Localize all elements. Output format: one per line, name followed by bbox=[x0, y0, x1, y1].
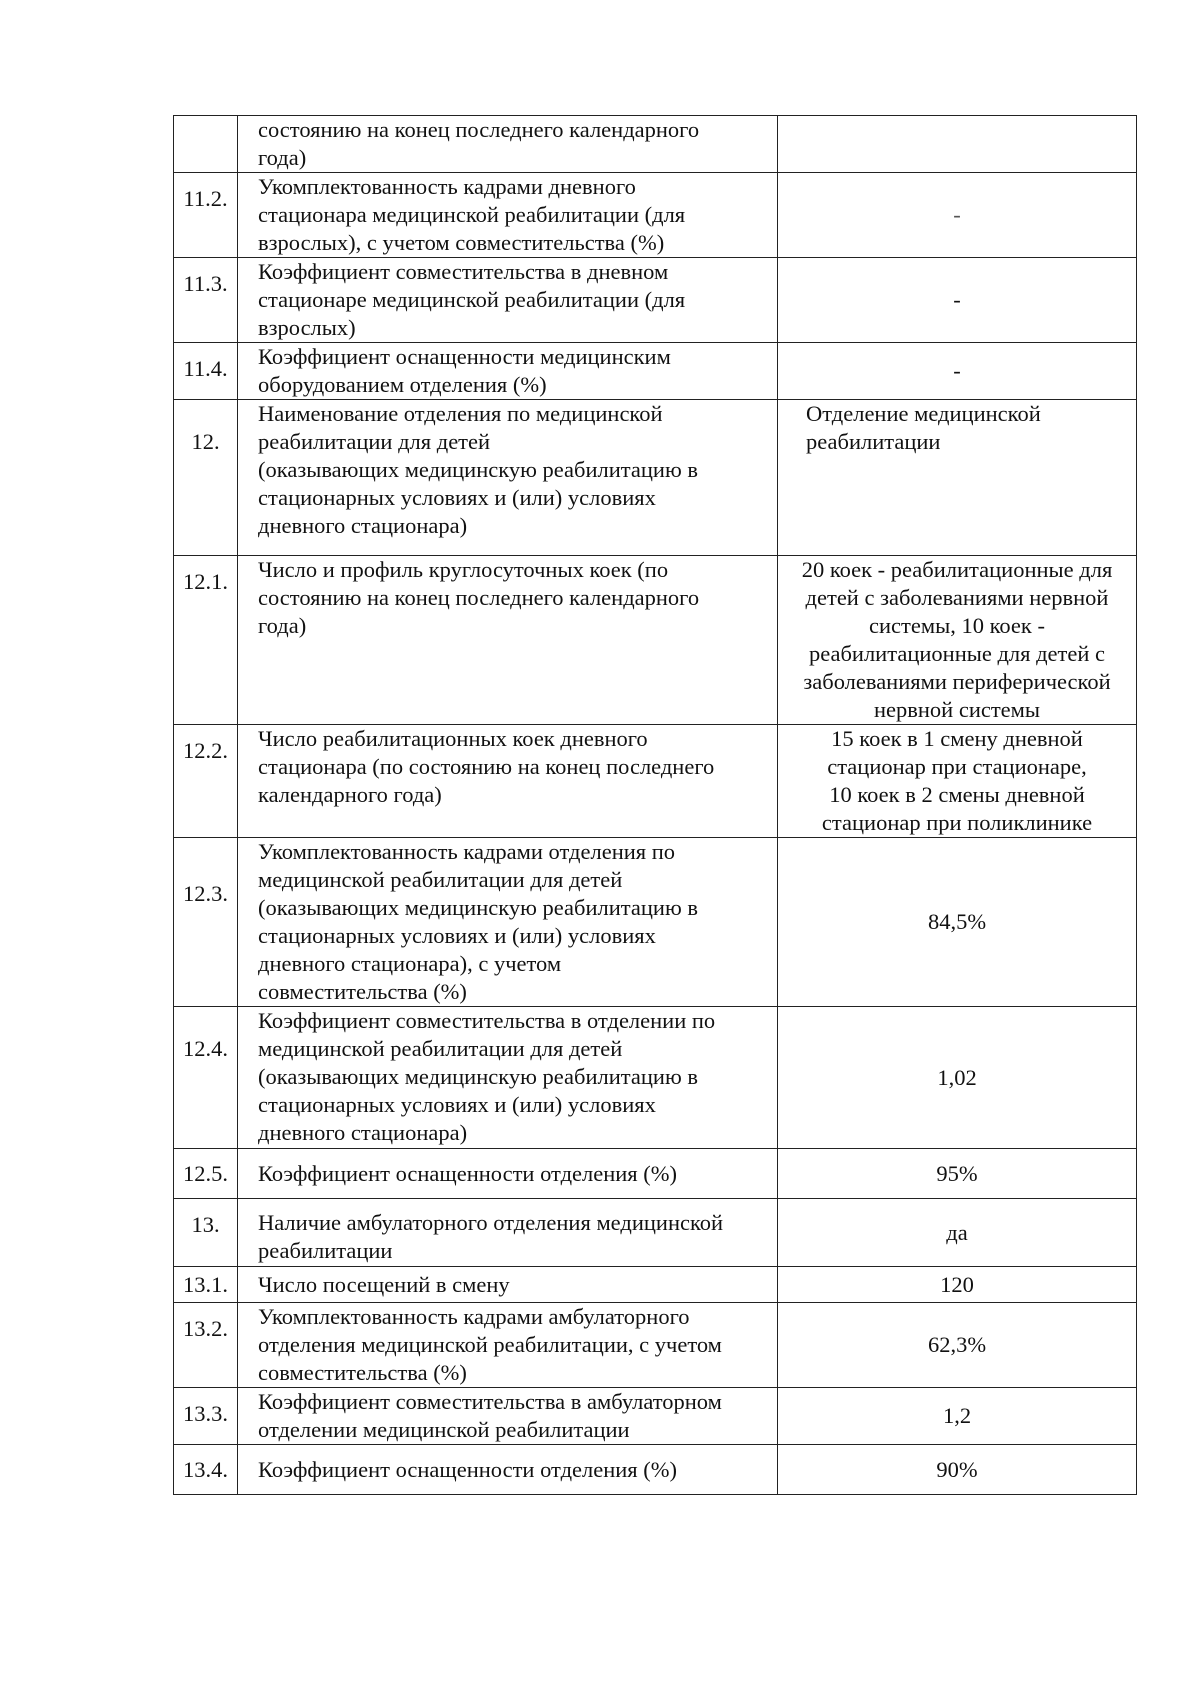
row-description: состоянию на конец последнего календарного года) bbox=[238, 116, 778, 173]
table-row bbox=[174, 725, 1137, 838]
row-value: 15 коек в 1 смену дневной стационар при стационаре, 10 коек в 2 смены дневной стационар при поликлинике bbox=[778, 725, 1137, 838]
row-value: да bbox=[778, 1199, 1137, 1267]
row-value: 120 bbox=[778, 1267, 1137, 1303]
row-number: 11.4. bbox=[174, 343, 238, 400]
indicators-table bbox=[173, 115, 1137, 1495]
row-value: - bbox=[778, 173, 1137, 258]
row-number: 12.4. bbox=[174, 1007, 238, 1149]
row-value: 90% bbox=[778, 1445, 1137, 1495]
table-row bbox=[174, 1199, 1137, 1267]
row-number: 13.2. bbox=[174, 1303, 238, 1388]
row-description: Коэффициент оснащенности отделения (%) bbox=[238, 1445, 778, 1495]
row-value: - bbox=[778, 258, 1137, 343]
table-row bbox=[174, 1445, 1137, 1495]
row-number: 13. bbox=[174, 1199, 238, 1267]
row-description: Коэффициент оснащенности отделения (%) bbox=[238, 1149, 778, 1199]
row-description: Число посещений в смену bbox=[238, 1267, 778, 1303]
table-row bbox=[174, 1267, 1137, 1303]
row-description: Наименование отделения по медицинской реабилитации для детей (оказывающих медицинскую реабилитацию в стационарных условиях и (или) условиях дневного стационара) bbox=[238, 400, 778, 556]
row-number: 11.3. bbox=[174, 258, 238, 343]
table-row bbox=[174, 173, 1137, 258]
row-value: - bbox=[778, 343, 1137, 400]
table-row bbox=[174, 1303, 1137, 1388]
row-description: Коэффициент совместительства в отделении по медицинской реабилитации для детей (оказывающих медицинскую реабилитацию в стационарных условиях и (или) условиях дневного стационара) bbox=[238, 1007, 778, 1149]
table-row bbox=[174, 1149, 1137, 1199]
row-number: 13.1. bbox=[174, 1267, 238, 1303]
row-value: 84,5% bbox=[778, 838, 1137, 1007]
row-description: Укомплектованность кадрами амбулаторного отделения медицинской реабилитации, с учетом совместительства (%) bbox=[238, 1303, 778, 1388]
row-number: 13.3. bbox=[174, 1388, 238, 1445]
row-value: Отделение медицинской реабилитации bbox=[778, 400, 1137, 556]
table-row bbox=[174, 343, 1137, 400]
row-description: Укомплектованность кадрами дневного стационара медицинской реабилитации (для взрослых), с учетом совместительства (%) bbox=[238, 173, 778, 258]
table-row bbox=[174, 1007, 1137, 1149]
row-number bbox=[174, 116, 238, 173]
row-value: 1,2 bbox=[778, 1388, 1137, 1445]
row-number: 12.3. bbox=[174, 838, 238, 1007]
table-row bbox=[174, 116, 1137, 173]
row-number: 12. bbox=[174, 400, 238, 556]
row-value: 1,02 bbox=[778, 1007, 1137, 1149]
row-number: 11.2. bbox=[174, 173, 238, 258]
row-number: 13.4. bbox=[174, 1445, 238, 1495]
row-description: Коэффициент совместительства в дневном стационаре медицинской реабилитации (для взрослых) bbox=[238, 258, 778, 343]
table-row bbox=[174, 1388, 1137, 1445]
table-row bbox=[174, 400, 1137, 556]
row-description: Число реабилитационных коек дневного стационара (по состоянию на конец последнего календарного года) bbox=[238, 725, 778, 838]
row-value: 62,3% bbox=[778, 1303, 1137, 1388]
row-description: Наличие амбулаторного отделения медицинской реабилитации bbox=[238, 1199, 778, 1267]
table-row bbox=[174, 838, 1137, 1007]
row-value: 95% bbox=[778, 1149, 1137, 1199]
row-description: Коэффициент оснащенности медицинским оборудованием отделения (%) bbox=[238, 343, 778, 400]
row-description: Коэффициент совместительства в амбулаторном отделении медицинской реабилитации bbox=[238, 1388, 778, 1445]
table-row bbox=[174, 258, 1137, 343]
row-description: Число и профиль круглосуточных коек (по состоянию на конец последнего календарного года) bbox=[238, 556, 778, 725]
row-value: 20 коек - реабилитационные для детей с заболеваниями нервной системы, 10 коек - реабилитационные для детей с заболеваниями периферической нервной системы bbox=[778, 556, 1137, 725]
row-number: 12.5. bbox=[174, 1149, 238, 1199]
row-number: 12.2. bbox=[174, 725, 238, 838]
row-number: 12.1. bbox=[174, 556, 238, 725]
row-description: Укомплектованность кадрами отделения по медицинской реабилитации для детей (оказывающих медицинскую реабилитацию в стационарных условиях и (или) условиях дневного стационара), с учетом совместительства (%) bbox=[238, 838, 778, 1007]
table-row bbox=[174, 556, 1137, 725]
row-value bbox=[778, 116, 1137, 173]
